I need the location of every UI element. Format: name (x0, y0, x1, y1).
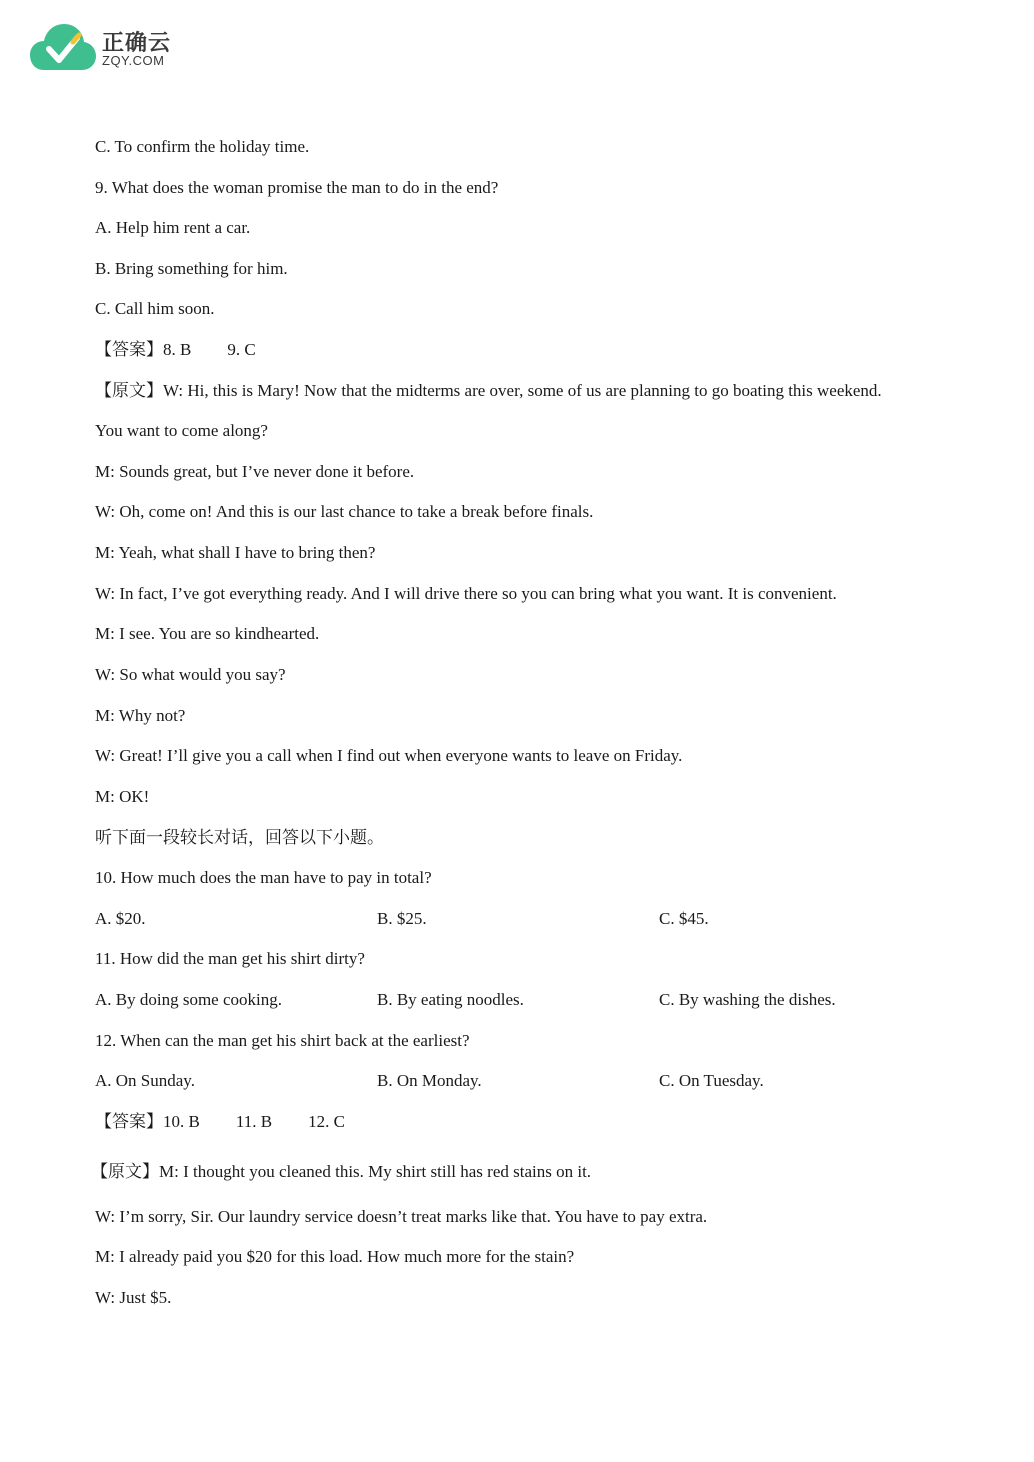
answer-line (95, 339, 256, 361)
answer-tag: 【答案】 (95, 340, 163, 359)
answer-line (95, 1111, 345, 1133)
transcript-line: M: I see. You are so kindhearted. (95, 624, 320, 643)
answer-item: 8. B (163, 340, 192, 359)
brand-domain: ZQY.COM (102, 53, 165, 68)
brand-logo (30, 22, 190, 74)
transcript-line: W: Oh, come on! And this is our last chance to take a break before finals. (95, 502, 594, 521)
transcript-line (95, 380, 882, 402)
section-instruction: 听下面一段较长对话，回答以下小题。 (95, 828, 384, 847)
option-b: B. By eating noodles. (377, 990, 524, 1009)
question-text: 12. When can the man get his shirt back at the earliest? (95, 1031, 470, 1050)
question-text: 11. How did the man get his shirt dirty? (95, 949, 365, 968)
answer-tag: 【答案】 (95, 1112, 163, 1131)
transcript-line (91, 1161, 591, 1183)
answer-item: 9. C (227, 340, 256, 359)
option-a: A. By doing some cooking. (95, 990, 282, 1009)
option-text: C. Call him soon. (95, 299, 215, 318)
answer-item: 12. C (308, 1112, 345, 1131)
transcript-line: W: So what would you say? (95, 665, 286, 684)
answer-item: 11. B (235, 1112, 273, 1131)
question-text: 9. What does the woman promise the man to do in the end? (95, 178, 499, 197)
option-text: B. Bring something for him. (95, 259, 288, 278)
transcript-text: M: I thought you cleaned this. My shirt still has red stains on it. (159, 1162, 592, 1181)
option-c: C. $45. (659, 909, 709, 928)
transcript-tag: 【原文】 (95, 381, 163, 400)
transcript-line: M: Sounds great, but I’ve never done it before. (95, 462, 415, 481)
transcript-line: W: I’m sorry, Sir. Our laundry service doesn’t treat marks like that. You have to pay extra. (95, 1207, 708, 1226)
option-a: A. $20. (95, 909, 146, 928)
transcript-line: M: I already paid you $20 for this load. How much more for the stain? (95, 1247, 575, 1266)
option-c: C. On Tuesday. (659, 1071, 764, 1090)
option-b: B. On Monday. (377, 1071, 482, 1090)
transcript-line: M: Yeah, what shall I have to bring then? (95, 543, 376, 562)
transcript-tag: 【原文】 (91, 1162, 159, 1181)
transcript-line: You want to come along? (95, 421, 268, 440)
transcript-line: M: OK! (95, 787, 150, 806)
transcript-text: W: Hi, this is Mary! Now that the midterms are over, some of us are planning to go boating this weekend. (163, 381, 882, 400)
option-c: C. By washing the dishes. (659, 990, 836, 1009)
transcript-line: W: Just $5. (95, 1288, 172, 1307)
cloud-check-icon (30, 22, 96, 72)
transcript-line: W: In fact, I’ve got everything ready. And I will drive there so you can bring what you want. It is convenient. (95, 584, 837, 603)
transcript-line: M: Why not? (95, 706, 186, 725)
option-text: A. Help him rent a car. (95, 218, 251, 237)
question-text: 10. How much does the man have to pay in total? (95, 868, 432, 887)
option-b: B. $25. (377, 909, 427, 928)
brand-name-cn: 正确云 (102, 31, 172, 56)
option-a: A. On Sunday. (95, 1071, 195, 1090)
option-text: C. To confirm the holiday time. (95, 137, 310, 156)
answer-item: 10. B (163, 1112, 200, 1131)
transcript-line: W: Great! I’ll give you a call when I find out when everyone wants to leave on Friday. (95, 746, 683, 765)
